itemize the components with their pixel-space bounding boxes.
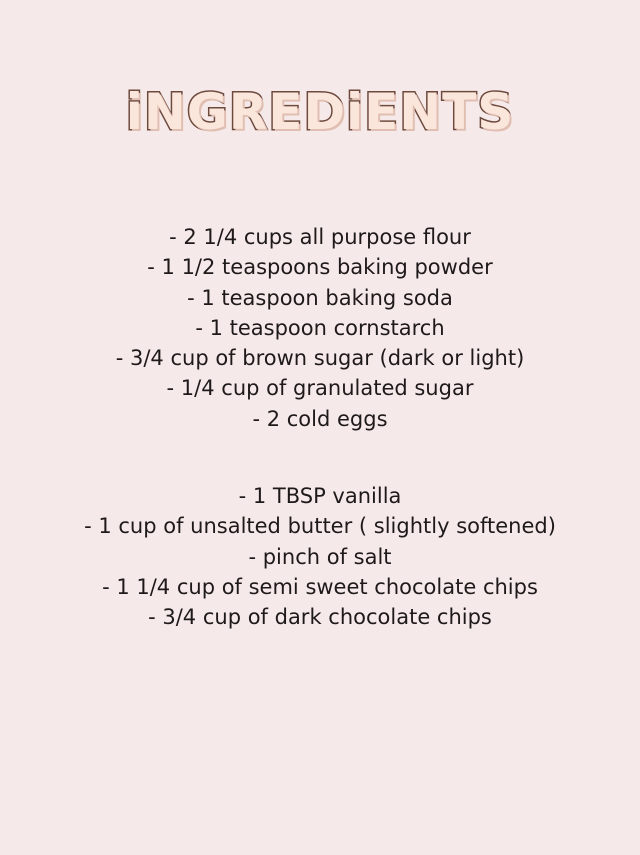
ingredient-item: - 1 cup of unsalted butter ( slightly softened) <box>84 514 556 539</box>
ingredients-list-1 <box>0 222 640 434</box>
ingredient-item: - 3/4 cup of brown sugar (dark or light) <box>115 346 525 371</box>
ingredient-item: - 2 cold eggs <box>252 406 388 431</box>
ingredients-list-2 <box>0 481 640 632</box>
ingredient-item: - 1 TBSP vanilla <box>238 484 402 508</box>
ingredient-item: - 3/4 cup of dark chocolate chips <box>148 605 492 630</box>
ingredient-item: - 2 1/4 cups all purpose flour <box>169 225 471 249</box>
ingredient-item: - pinch of salt <box>248 544 392 569</box>
page-title: iNGREDiENTS <box>125 83 515 141</box>
ingredient-item: - 1 1/2 teaspoons baking powder <box>147 255 493 280</box>
ingredient-item: - 1 1/4 cup of semi sweet chocolate chips <box>102 574 538 599</box>
ingredient-item: - 1/4 cup of granulated sugar <box>166 376 474 401</box>
ingredient-item: - 1 teaspoon baking soda <box>187 285 453 310</box>
ingredient-item: - 1 teaspoon cornstarch <box>195 315 445 340</box>
